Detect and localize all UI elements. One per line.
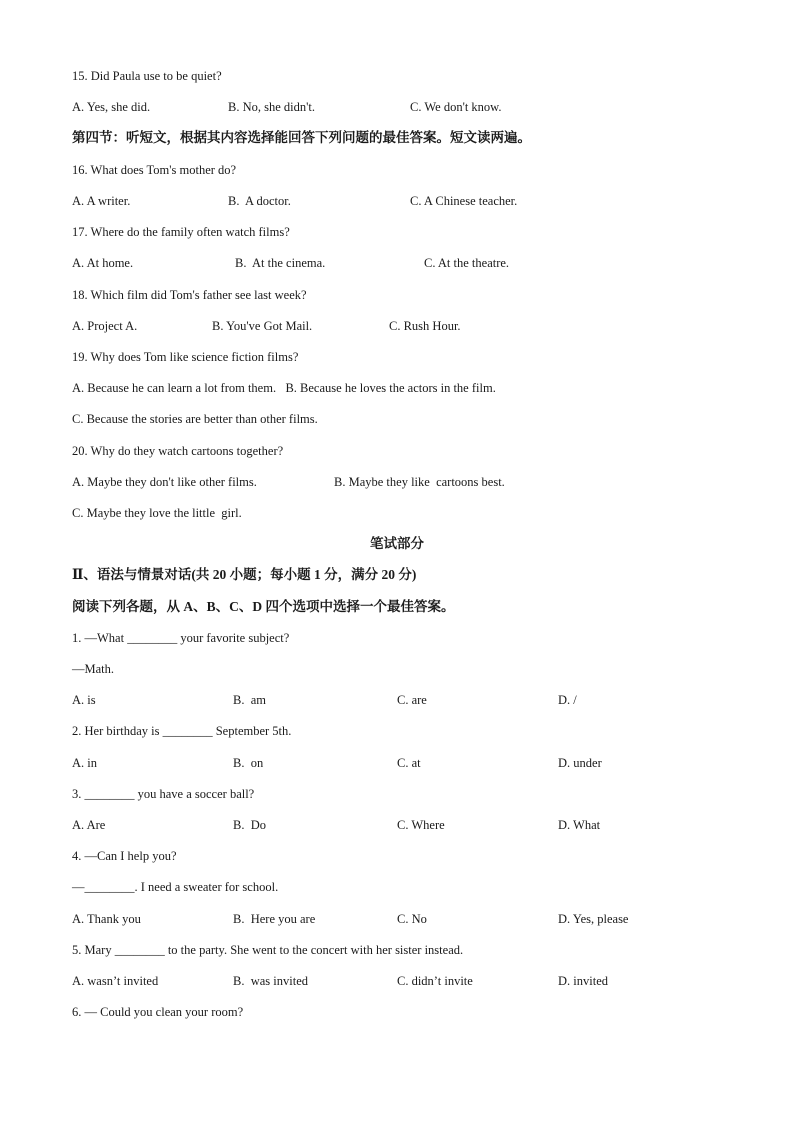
q16-option-a: A. A writer. bbox=[72, 194, 131, 208]
q4-option-b: B. Here you are bbox=[233, 912, 316, 926]
q18-option-a: A. Project A. bbox=[72, 319, 138, 333]
question-1-stem: 1. —What ________ your favorite subject? bbox=[72, 631, 290, 645]
q18-option-c: C. Rush Hour. bbox=[389, 319, 461, 333]
q16-option-c: C. A Chinese teacher. bbox=[410, 194, 518, 208]
section-4-heading: 第四节：听短文，根据其内容选择能回答下列问题的最佳答案。短文读两遍。 bbox=[72, 130, 531, 145]
q17-option-b: B. At the cinema. bbox=[235, 256, 326, 270]
question-16-stem: 16. What does Tom's mother do? bbox=[72, 163, 237, 177]
q20-option-b: B. Maybe they like cartoons best. bbox=[334, 475, 505, 489]
q3-option-a: A. Are bbox=[72, 818, 106, 832]
q1-option-d: D. / bbox=[558, 693, 577, 707]
q1-option-a: A. is bbox=[72, 693, 96, 707]
q3-option-c: C. Where bbox=[397, 818, 445, 832]
question-18-stem: 18. Which film did Tom's father see last week? bbox=[72, 288, 307, 302]
question-3-stem: 3. ________ you have a soccer ball? bbox=[72, 787, 255, 801]
q4-option-c: C. No bbox=[397, 912, 427, 926]
q20-option-c: C. Maybe they love the little girl. bbox=[72, 506, 242, 520]
question-20-stem: 20. Why do they watch cartoons together? bbox=[72, 444, 284, 458]
section-2-instructions: 阅读下列各题，从 A、B、C、D 四个选项中选择一个最佳答案。 bbox=[72, 599, 455, 614]
question-4-reply: —________. I need a sweater for school. bbox=[72, 880, 279, 894]
q19-options-ab: A. Because he can learn a lot from them. B. Because he loves the actors in the film. bbox=[72, 381, 496, 395]
q16-option-b: B. A doctor. bbox=[228, 194, 291, 208]
question-17-stem: 17. Where do the family often watch films? bbox=[72, 225, 290, 239]
q5-option-d: D. invited bbox=[558, 974, 608, 988]
q4-option-a: A. Thank you bbox=[72, 912, 141, 926]
question-19-stem: 19. Why does Tom like science fiction films? bbox=[72, 350, 299, 364]
q17-option-a: A. At home. bbox=[72, 256, 134, 270]
q1-option-b: B. am bbox=[233, 693, 266, 707]
q5-option-a: A. wasn’t invited bbox=[72, 974, 159, 988]
q4-option-d: D. Yes, please bbox=[558, 912, 629, 926]
section-2-heading: Ⅱ、语法与情景对话(共 20 小题；每小题 1 分，满分 20 分) bbox=[72, 567, 417, 582]
q2-option-c: C. at bbox=[397, 756, 421, 770]
question-5-stem: 5. Mary ________ to the party. She went to the concert with her sister instead. bbox=[72, 943, 464, 957]
q1-option-c: C. are bbox=[397, 693, 427, 707]
question-15-stem: 15. Did Paula use to be quiet? bbox=[72, 69, 222, 83]
q15-option-c: C. We don't know. bbox=[410, 100, 502, 114]
q5-option-c: C. didn’t invite bbox=[397, 974, 473, 988]
q3-option-b: B. Do bbox=[233, 818, 266, 832]
q17-option-c: C. At the theatre. bbox=[424, 256, 510, 270]
q19-option-c: C. Because the stories are better than other films. bbox=[72, 412, 318, 426]
q20-option-a: A. Maybe they don't like other films. bbox=[72, 475, 257, 489]
q3-option-d: D. What bbox=[558, 818, 601, 832]
q15-option-a: A. Yes, she did. bbox=[72, 100, 151, 114]
q2-option-a: A. in bbox=[72, 756, 97, 770]
question-1-reply: —Math. bbox=[72, 662, 115, 676]
question-6-stem: 6. — Could you clean your room? bbox=[72, 1005, 244, 1019]
q2-option-b: B. on bbox=[233, 756, 264, 770]
q18-option-b: B. You've Got Mail. bbox=[212, 319, 313, 333]
question-4-stem: 4. —Can I help you? bbox=[72, 849, 177, 863]
question-2-stem: 2. Her birthday is ________ September 5th. bbox=[72, 724, 292, 738]
q5-option-b: B. was invited bbox=[233, 974, 308, 988]
written-part-title: 笔试部分 bbox=[370, 536, 424, 551]
q15-option-b: B. No, she didn't. bbox=[228, 100, 315, 114]
q2-option-d: D. under bbox=[558, 756, 602, 770]
